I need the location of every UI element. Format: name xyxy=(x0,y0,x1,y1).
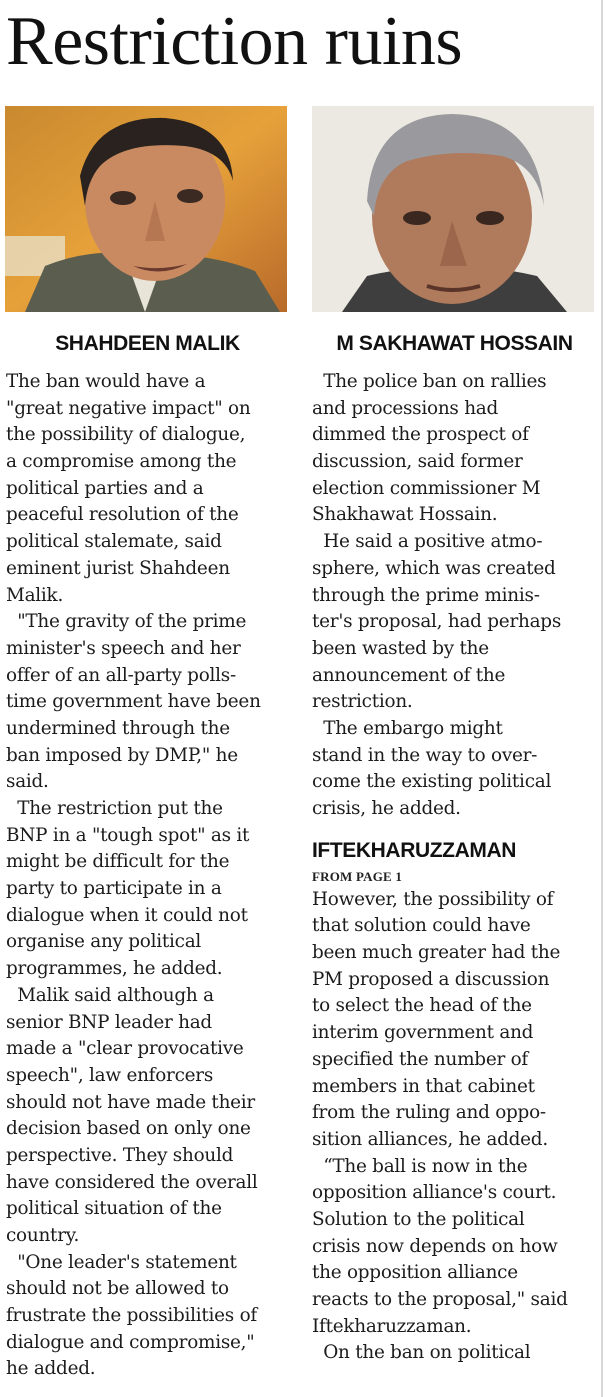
article-column-left xyxy=(6,369,298,1383)
text-line: reacts to the proposal," said xyxy=(312,1289,568,1310)
text-line: political stalemate, said xyxy=(6,531,222,553)
text-line: been much greater had the xyxy=(312,942,561,964)
text-line: senior BNP leader had xyxy=(6,1011,212,1033)
text-line: political situation of the xyxy=(6,1198,222,1220)
text-line: Iftekharuzzaman. xyxy=(312,1315,472,1337)
text-line: and processions had xyxy=(312,397,499,419)
text-line: should not have made their xyxy=(6,1091,255,1113)
text-line: The embargo might xyxy=(312,717,503,739)
text-line: The ban would have a xyxy=(6,371,206,392)
text-line: BNP in a "tough spot" as it xyxy=(6,824,250,846)
text-line: the possibility of dialogue, xyxy=(6,424,246,446)
text-line: might be difficult for the xyxy=(6,851,230,873)
text-line: However, the possibility of xyxy=(312,888,554,910)
text-line: crisis now depends on how xyxy=(312,1235,558,1257)
text-line: through the prime minis- xyxy=(312,584,540,606)
text-line: speech", law enforcers xyxy=(6,1064,214,1086)
text-line: “The ball is now in the xyxy=(312,1155,528,1177)
text-line: party to participate in a xyxy=(6,878,222,900)
text-line: should not be allowed to xyxy=(6,1278,229,1300)
text-line: dialogue when it could not xyxy=(6,904,248,926)
text-line: perspective. They should xyxy=(6,1144,234,1166)
byline-right: M SAKHAWAT HOSSAIN xyxy=(336,332,573,355)
text-line: Malik said although a xyxy=(6,984,214,1006)
portrait-photo-icon xyxy=(312,106,594,312)
text-line: "The gravity of the prime xyxy=(6,611,247,633)
text-line: dialogue and compromise," xyxy=(6,1331,255,1353)
headline: Restriction ruins xyxy=(6,3,463,80)
text-line: made a "clear provocative xyxy=(6,1038,244,1060)
text-line: eminent jurist Shahdeen xyxy=(6,557,230,579)
subhead: IFTEKHARUZZAMAN xyxy=(312,838,516,862)
text-line: The restriction put the xyxy=(6,798,223,819)
text-line: PM proposed a discussion xyxy=(312,968,550,990)
text-line: Shakhawat Hossain. xyxy=(312,504,498,526)
text-line: minister's speech and her xyxy=(6,637,241,659)
text-line: dimmed the prospect of xyxy=(312,424,529,446)
portrait-photo-right xyxy=(312,106,594,312)
text-line: time government have been xyxy=(6,691,261,713)
text-line: undermined through the xyxy=(6,717,230,739)
text-line: that solution could have xyxy=(312,915,531,937)
text-line: decision based on only one xyxy=(6,1118,251,1140)
text-line: ter's proposal, had perhaps xyxy=(312,611,562,633)
text-line: political parties and a xyxy=(6,477,204,499)
text-line: programmes, he added. xyxy=(6,958,223,980)
text-line: Solution to the political xyxy=(312,1208,525,1230)
text-line: He said a positive atmo- xyxy=(312,531,543,553)
text-line: "great negative impact" on xyxy=(6,397,251,419)
text-line: restriction. xyxy=(312,691,413,713)
text-line: "One leader's statement xyxy=(6,1251,237,1273)
text-line: have considered the overall xyxy=(6,1171,258,1193)
text-line: to select the head of the xyxy=(312,995,532,1017)
article-column-right xyxy=(312,369,602,1367)
byline-left: SHAHDEEN MALIK xyxy=(55,332,240,355)
text-line: come the existing political xyxy=(312,771,552,793)
text-line: members in that cabinet xyxy=(312,1075,535,1097)
text-line: specified the number of xyxy=(312,1048,528,1070)
portrait-photo-icon xyxy=(5,106,287,312)
text-line: interim government and xyxy=(312,1022,534,1044)
text-line: Malik. xyxy=(6,584,64,606)
text-line: opposition alliance's court. xyxy=(312,1182,557,1204)
text-line: frustrate the possibilities of xyxy=(6,1305,257,1327)
jump-line: FROM PAGE 1 xyxy=(312,868,403,884)
text-line: organise any political xyxy=(6,931,202,953)
text-line: discussion, said former xyxy=(312,451,523,473)
text-line: sition alliances, he added. xyxy=(312,1128,548,1150)
text-line: he added. xyxy=(6,1358,96,1380)
text-line: stand in the way to over- xyxy=(312,744,538,766)
text-line: crisis, he added. xyxy=(312,798,461,819)
text-line: offer of an all-party polls- xyxy=(6,664,236,686)
portrait-photo-left xyxy=(5,106,287,312)
text-line: peaceful resolution of the xyxy=(6,504,239,526)
text-line: The police ban on rallies xyxy=(312,371,547,392)
text-line: announcement of the xyxy=(312,664,506,686)
text-line: the opposition alliance xyxy=(312,1262,518,1284)
text-line: election commissioner M xyxy=(312,477,541,499)
text-line: ban imposed by DMP," he xyxy=(6,744,238,766)
text-line: country. xyxy=(6,1225,80,1246)
text-line: sphere, which was created xyxy=(312,557,556,579)
text-line: On the ban on political xyxy=(312,1342,531,1364)
text-line: a compromise among the xyxy=(6,451,237,473)
text-line: been wasted by the xyxy=(312,637,489,659)
text-line: said. xyxy=(6,771,49,793)
text-line: from the ruling and oppo- xyxy=(312,1102,546,1124)
